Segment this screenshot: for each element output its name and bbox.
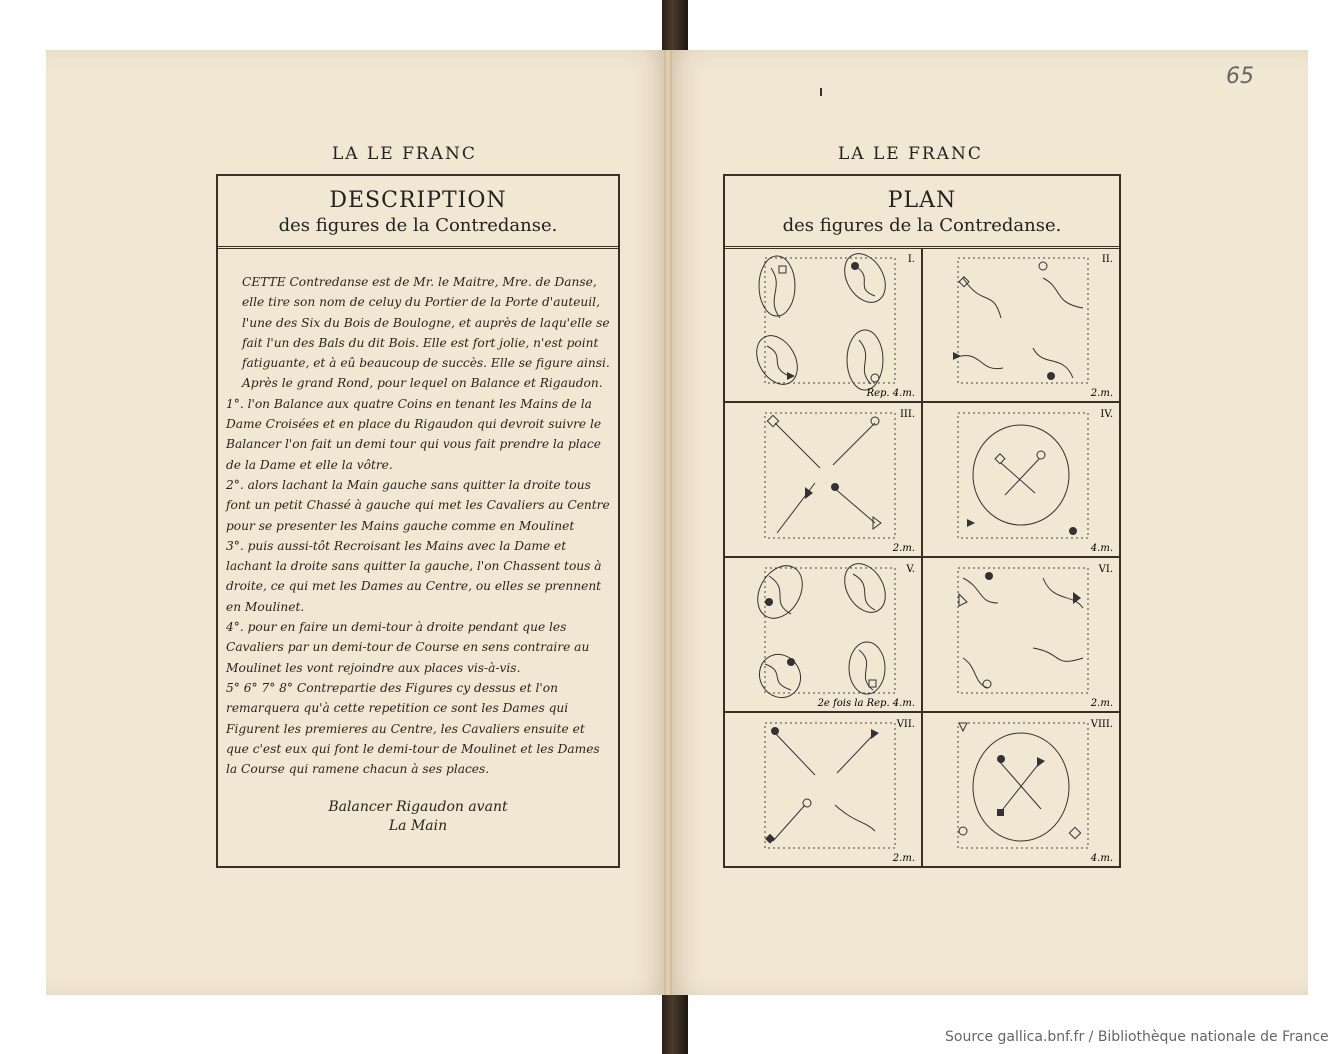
figure-num-3: III. bbox=[899, 409, 915, 420]
plan-frame bbox=[723, 174, 1121, 868]
description-header bbox=[218, 176, 618, 249]
figure-diagram-2 bbox=[923, 248, 1119, 401]
plan-subtitle: des figures de la Contredanse. bbox=[782, 215, 1062, 236]
paragraph-preamble: Après le grand Rond, pour lequel on Balance et Rigaudon. bbox=[242, 376, 603, 391]
figure-note-8: 4.m. bbox=[1090, 853, 1113, 864]
figure-diagram-8 bbox=[923, 713, 1119, 866]
description-subtitle: des figures de la Contredanse. bbox=[278, 215, 558, 236]
figure-num-7: VII. bbox=[896, 719, 915, 730]
plan-title: PLAN bbox=[887, 188, 957, 213]
paragraph-4: 4°. pour en faire un demi-tour à droite pendant que les Cavaliers par un demi-tour de Course en sens contraire au Moulinet les vont rejoindre aux places vis-à-vis. bbox=[226, 620, 590, 675]
figure-diagram-7 bbox=[725, 713, 921, 866]
plan-header bbox=[725, 176, 1119, 249]
figure-note-5: 2e fois la Rep. 4.m. bbox=[817, 698, 915, 709]
figure-cell-4 bbox=[923, 403, 1119, 558]
page-number: 65 bbox=[1226, 64, 1254, 89]
paragraph-5-8: 5° 6° 7° 8° Contrepartie des Figures cy dessus et l'on remarquera qu'à cette repetition ce sont les Dames qui Figurent les premieres au Centre, les Cavaliers ensuite et que c'est eux qui font le demi-tour de Moulinet et les Dames la Course qui ramene chacun à ses places. bbox=[226, 680, 600, 777]
figure-num-8: VIII. bbox=[1090, 719, 1113, 730]
figure-cell-7 bbox=[725, 713, 923, 866]
description-title: DESCRIPTION bbox=[329, 188, 507, 213]
figure-cell-2 bbox=[923, 248, 1119, 403]
source-credit: Source gallica.bnf.fr / Bibliothèque nationale de France bbox=[945, 1029, 1329, 1045]
closing-line-1: Balancer Rigaudon avant bbox=[328, 799, 508, 815]
ink-mark bbox=[820, 88, 822, 96]
figure-grid bbox=[725, 248, 1119, 864]
paragraph-2: 2°. alors lachant la Main gauche sans quitter la droite tous font un petit Chassé à gauche qui met les Cavaliers au Centre pour se presenter les Mains gauche comme en Moulinet bbox=[226, 477, 610, 533]
figure-diagram-3 bbox=[725, 403, 921, 556]
figure-diagram-6 bbox=[923, 558, 1119, 711]
binding-bottom bbox=[662, 995, 688, 1054]
figure-num-2: II. bbox=[1101, 254, 1113, 265]
figure-num-1: I. bbox=[907, 254, 915, 265]
description-frame bbox=[216, 174, 620, 868]
figure-note-4: 4.m. bbox=[1090, 543, 1113, 554]
paragraph-3: 3°. puis aussi-tôt Recroisant les Mains avec la Dame et lachant la droite sans quitter la gauche, l'on Chassent tous à droite, ce qui met les Dames au Centre, ou elles se prennent en Moulinet. bbox=[226, 538, 602, 614]
closing-instruction bbox=[218, 798, 618, 836]
right-running-title: LA LE FRANC bbox=[838, 144, 983, 164]
figure-note-6: 2.m. bbox=[1090, 698, 1113, 709]
figure-cell-6 bbox=[923, 558, 1119, 713]
figure-cell-5 bbox=[725, 558, 923, 713]
paragraph-intro: CETTE Contredanse est de Mr. le Maitre, Mre. de Danse, elle tire son nom de celuy du Portier de la Porte d'auteuil, l'une des Six du Bois de Boulogne, et auprès de laqu'elle se fait l'un des Bals du dit Bois. Elle est fort jolie, n'est point fatiguante, et à eû beaucoup de succès. Elle se figure ainsi. bbox=[242, 275, 610, 371]
figure-diagram-4 bbox=[923, 403, 1119, 556]
description-text bbox=[226, 272, 610, 779]
figure-note-2: 2.m. bbox=[1090, 388, 1113, 399]
figure-num-5: V. bbox=[906, 564, 915, 575]
figure-cell-3 bbox=[725, 403, 923, 558]
figure-note-7: 2.m. bbox=[892, 853, 915, 864]
figure-cell-1 bbox=[725, 248, 923, 403]
figure-diagram-5 bbox=[725, 558, 921, 711]
book-gutter bbox=[664, 50, 672, 995]
closing-line-2: La Main bbox=[388, 818, 448, 834]
paragraph-1: 1°. l'on Balance aux quatre Coins en tenant les Mains de la Dame Croisées et en place du Rigaudon qui devroit suivre le Balancer l'on fait un demi tour qui vous fait prendre la place de la Dame et elle la vôtre. bbox=[226, 396, 602, 472]
figure-diagram-1 bbox=[725, 248, 921, 401]
figure-note-1: Rep. 4.m. bbox=[866, 388, 915, 399]
left-running-title: LA LE FRANC bbox=[332, 144, 477, 164]
figure-num-4: IV. bbox=[1100, 409, 1113, 420]
figure-cell-8 bbox=[923, 713, 1119, 866]
figure-num-6: VI. bbox=[1098, 564, 1113, 575]
figure-note-3: 2.m. bbox=[892, 543, 915, 554]
